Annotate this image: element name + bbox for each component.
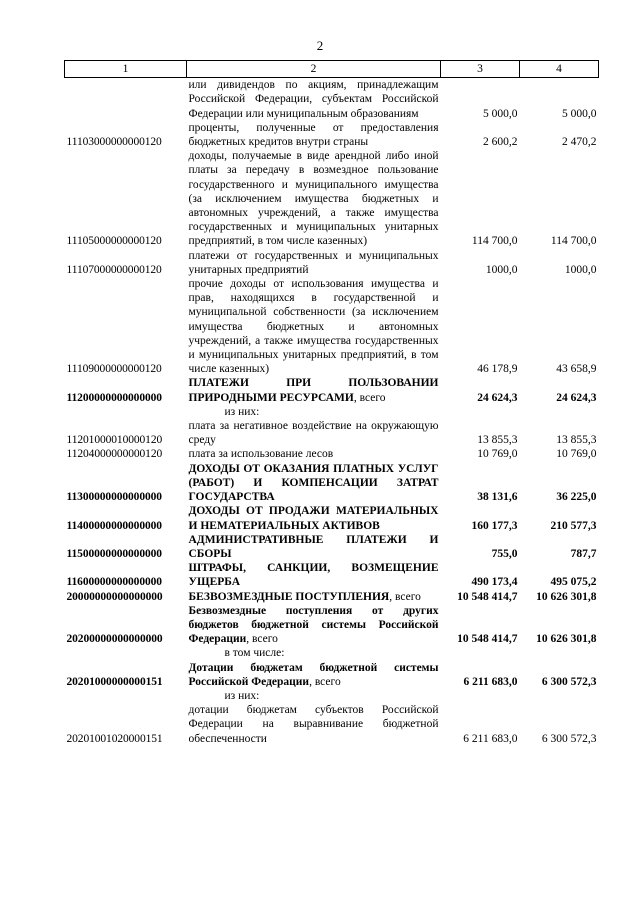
value-column-3: 6 211 683,0	[463, 675, 518, 688]
revenue-name-text: АДМИНИСТРАТИВНЫЕ ПЛАТЕЖИ И СБОРЫ	[188, 533, 439, 560]
revenue-name	[187, 661, 441, 689]
value-column-4: 5 000,0	[562, 107, 597, 120]
revenue-name-text: дотации бюджетам субъектов Российской Федерации на выравнивание бюджетной обеспеченности	[188, 704, 439, 745]
value-column-4: 114 700,0	[550, 235, 597, 248]
value-column-3: 38 131,6	[477, 491, 518, 504]
revenue-name-text: плата за использование лесов	[188, 448, 334, 461]
budget-table	[64, 60, 599, 746]
value-column-4: 1000,0	[564, 263, 597, 276]
value-column-3: 2 600,2	[483, 136, 518, 149]
page-number: 2	[316, 38, 324, 53]
budget-code	[65, 78, 187, 121]
value-column-4: 13 855,3	[556, 434, 597, 447]
value-column-4: 210 577,3	[550, 519, 597, 532]
table-row	[65, 504, 599, 532]
table-row	[65, 121, 599, 149]
revenue-name	[187, 249, 441, 277]
revenue-name-text: в том числе:	[224, 647, 285, 660]
revenue-name-text: платежи от государственных и муниципальных унитарных предприятий	[188, 249, 439, 276]
budget-code	[65, 646, 187, 660]
table-row	[65, 277, 599, 376]
value-column-3	[441, 646, 520, 660]
value-column-4: 10 769,0	[556, 448, 597, 461]
revenue-name	[187, 149, 441, 248]
value-column-3	[441, 689, 520, 703]
budget-code: 11600000000000000	[66, 576, 162, 589]
budget-code: 20201001020000151	[66, 732, 163, 745]
revenue-name-suffix: , всего	[353, 391, 386, 404]
value-column-3: 114 700,0	[471, 235, 518, 248]
value-column-4: 787,7	[570, 547, 597, 560]
revenue-name	[187, 376, 441, 404]
value-column-4: 43 658,9	[556, 363, 597, 376]
revenue-name-text: плата за негативное воздействие на окружающую среду	[188, 420, 439, 447]
budget-code: 11204000000000120	[66, 448, 163, 461]
table-row	[65, 689, 599, 703]
revenue-name	[187, 277, 441, 376]
value-column-3: 10 769,0	[477, 448, 518, 461]
table-row	[65, 561, 599, 589]
revenue-name-text: из них:	[224, 405, 260, 418]
budget-code: 11300000000000000	[66, 491, 162, 504]
budget-code: 11109000000000120	[66, 363, 162, 376]
table-header	[65, 61, 599, 78]
revenue-name-text: Дотации бюджетам бюджетной системы Российской Федерации	[188, 661, 439, 688]
budget-code: 20000000000000000	[66, 590, 163, 603]
table-row	[65, 405, 599, 419]
revenue-name-suffix: , всего	[309, 675, 341, 688]
table-row	[65, 78, 599, 121]
column-header-4: 4	[520, 61, 599, 78]
column-header-1: 1	[65, 61, 187, 78]
table-row	[65, 533, 599, 561]
value-column-3: 46 178,9	[477, 363, 518, 376]
revenue-name	[187, 78, 441, 121]
revenue-name	[187, 419, 441, 447]
revenue-name-text: из них:	[224, 689, 260, 702]
value-column-3: 6 211 683,0	[463, 732, 518, 745]
revenue-name-suffix: , всего	[246, 633, 278, 646]
table-row	[65, 447, 599, 461]
value-column-3: 5 000,0	[483, 107, 518, 120]
revenue-name	[187, 561, 441, 589]
column-header-3: 3	[441, 61, 520, 78]
value-column-3: 13 855,3	[477, 434, 518, 447]
value-column-3: 755,0	[491, 547, 518, 560]
revenue-name	[187, 504, 441, 532]
revenue-name	[187, 590, 441, 604]
value-column-4	[520, 405, 599, 419]
revenue-name-text: ДОХОДЫ ОТ ОКАЗАНИЯ ПЛАТНЫХ УСЛУГ (РАБОТ) И КОМПЕНСАЦИИ ЗАТРАТ ГОСУДАРСТВА	[188, 462, 439, 504]
table-row	[65, 646, 599, 660]
value-column-3: 10 548 414,7	[457, 633, 518, 646]
budget-code	[65, 405, 187, 419]
table-row	[65, 249, 599, 277]
value-column-3: 1000,0	[485, 263, 518, 276]
revenue-name-text: БЕЗВОЗМЕЗДНЫЕ ПОСТУПЛЕНИЯ	[188, 590, 390, 603]
budget-code: 11201000010000120	[66, 434, 163, 447]
table-row	[65, 419, 599, 447]
value-column-4: 24 624,3	[556, 391, 597, 404]
revenue-name-suffix: , всего	[389, 590, 421, 603]
revenue-name	[187, 121, 441, 149]
budget-code: 11400000000000000	[66, 519, 162, 532]
value-column-4	[520, 646, 599, 660]
table-row	[65, 462, 599, 505]
value-column-3: 10 548 414,7	[457, 590, 518, 603]
column-header-2: 2	[187, 61, 441, 78]
budget-code: 11107000000000120	[66, 263, 162, 276]
value-column-4: 10 626 301,8	[536, 633, 597, 646]
budget-code	[65, 689, 187, 703]
revenue-name-text: доходы, получаемые в виде арендной либо иной платы за передачу в возмездное пользование государственного и муниципального имущества (за исключением имущества бюджетных и автономных учреждений, а также имущества государственных и муниципальных унитарных предприятий, в том числе казенных)	[188, 150, 439, 248]
revenue-name-text: ДОХОДЫ ОТ ПРОДАЖИ МАТЕРИАЛЬНЫХ И НЕМАТЕРИАЛЬНЫХ АКТИВОВ	[188, 505, 439, 532]
revenue-name-text: ПЛАТЕЖИ ПРИ ПОЛЬЗОВАНИИ ПРИРОДНЫМИ РЕСУРСАМИ	[188, 377, 439, 404]
table-body	[65, 78, 599, 746]
table-row	[65, 703, 599, 746]
revenue-name-text: проценты, полученные от предоставления бюджетных кредитов внутри страны	[188, 121, 439, 149]
table-row	[65, 376, 599, 404]
revenue-name	[187, 703, 441, 746]
value-column-3	[441, 405, 520, 419]
revenue-name	[187, 646, 441, 660]
revenue-name	[187, 462, 441, 505]
budget-code: 11500000000000000	[66, 547, 162, 560]
value-column-4: 6 300 572,3	[541, 675, 597, 688]
budget-code: 11200000000000000	[66, 391, 162, 404]
revenue-name	[187, 405, 441, 419]
revenue-name-text: ШТРАФЫ, САНКЦИИ, ВОЗМЕЩЕНИЕ УЩЕРБА	[188, 562, 439, 589]
value-column-4: 36 225,0	[556, 491, 597, 504]
revenue-name-text: Безвозмездные поступления от других бюджетов бюджетной системы Российской Федерации	[188, 604, 439, 646]
budget-code: 20201000000000151	[66, 675, 163, 688]
budget-code: 20200000000000000	[66, 633, 163, 646]
table-row	[65, 590, 599, 604]
value-column-3: 490 173,4	[471, 576, 518, 589]
revenue-name	[187, 604, 441, 647]
table-row	[65, 149, 599, 248]
revenue-name	[187, 447, 441, 461]
revenue-name-text: прочие доходы от использования имущества и прав, находящихся в государственной и муниципальной собственности (за исключением имущества бюджетных и автономных учреждений, а также имущества государственных и муниципальных унитарных предприятий, в том числе казенных)	[188, 278, 439, 376]
value-column-4: 495 075,2	[550, 576, 597, 589]
value-column-4: 10 626 301,8	[536, 590, 597, 603]
value-column-3: 160 177,3	[471, 519, 518, 532]
budget-code: 11105000000000120	[66, 235, 162, 248]
revenue-name-text: или дивидендов по акциям, принадлежащим Российской Федерации, субъектам Российской Федерации или муниципальным образованиям	[188, 79, 439, 120]
table-row	[65, 661, 599, 689]
table-row	[65, 604, 599, 647]
revenue-name	[187, 689, 441, 703]
budget-code: 11103000000000120	[66, 136, 162, 149]
value-column-3: 24 624,3	[477, 391, 518, 404]
value-column-4	[520, 689, 599, 703]
value-column-4: 2 470,2	[562, 136, 597, 149]
revenue-name	[187, 533, 441, 561]
value-column-4: 6 300 572,3	[541, 732, 597, 745]
